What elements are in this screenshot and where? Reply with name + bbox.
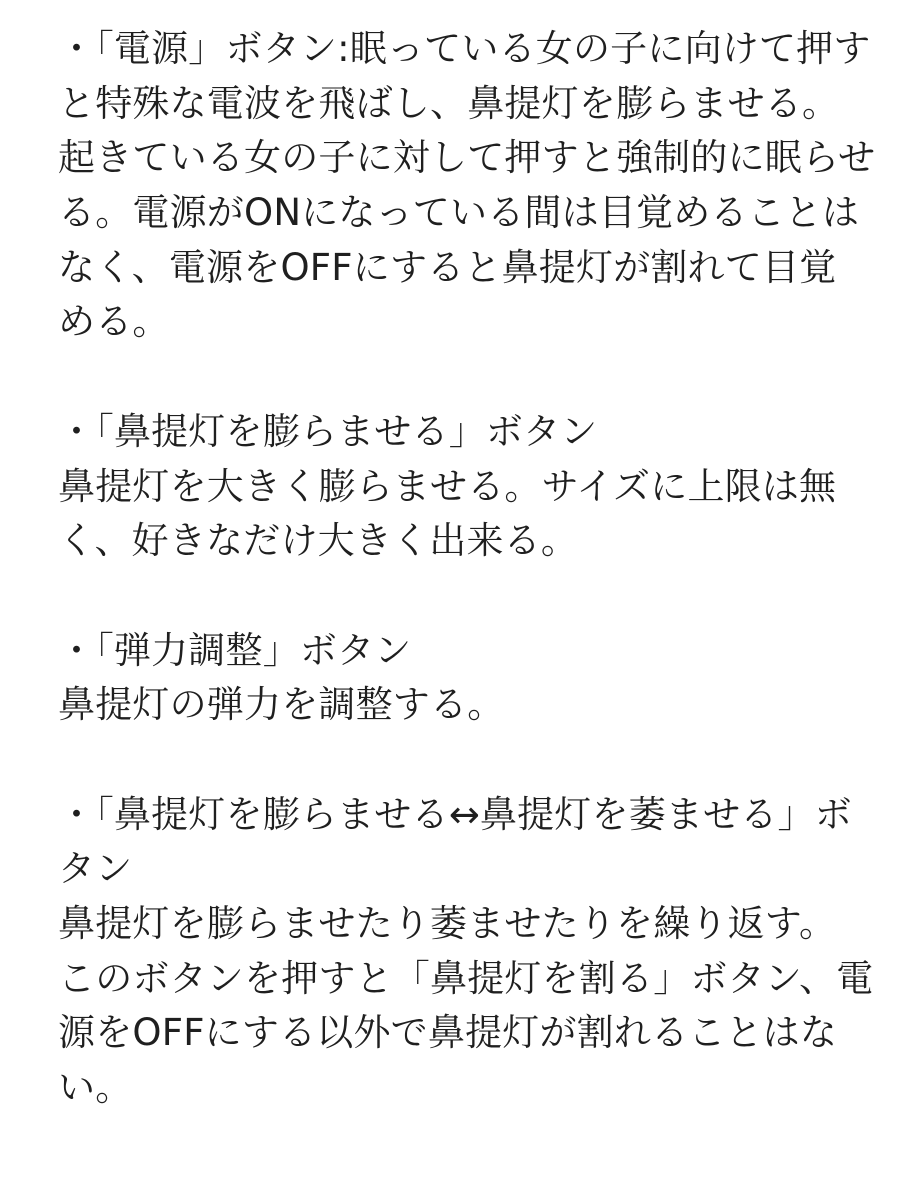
text-line: ・「鼻提灯を膨らませる」ボタン [58,409,598,453]
text-line: く、好きなだけ大きく出来る。 [58,519,579,563]
text-line: 鼻提灯の弾力を調整する。 [58,683,505,727]
text-line: と特殊な電波を飛ばし、鼻提灯を膨らませる。 [58,81,840,125]
section-elasticity-button [58,624,877,733]
text-line: 起きている女の子に対して押すと強制的に眠らせ [58,136,876,180]
paragraph-spacer [58,569,877,624]
text-line: い。 [58,1066,133,1110]
section-inflate-button [58,405,877,569]
text-line: ・「弾力調整」ボタン [58,628,412,672]
text-line: このボタンを押すと「鼻提灯を割る」ボタン、電 [58,956,874,1000]
text-line: なく、電源をOFFにすると鼻提灯が割れて目覚 [58,245,837,289]
text-line: 鼻提灯を大きく膨らませる。サイズに上限は無 [58,464,837,508]
paragraph-spacer [58,733,877,788]
text-line: 源をOFFにする以外で鼻提灯が割れることはな [58,1011,838,1055]
paragraph-spacer [58,350,877,405]
text-line: 鼻提灯を膨らませたり萎ませたりを繰り返す。 [58,902,837,945]
section-inflate-deflate-button [58,788,877,1116]
section-power-button [58,22,877,350]
text-line: る。電源がONになっている間は目覚めることは [58,191,860,235]
text-line: タン [58,847,133,891]
text-line: ・「電源」ボタン:眠っている女の子に向けて押す [58,27,871,70]
text-line: ・「鼻提灯を膨らませる↔鼻提灯を萎ませる」ボ [58,792,852,836]
text-line: める。 [58,300,170,344]
